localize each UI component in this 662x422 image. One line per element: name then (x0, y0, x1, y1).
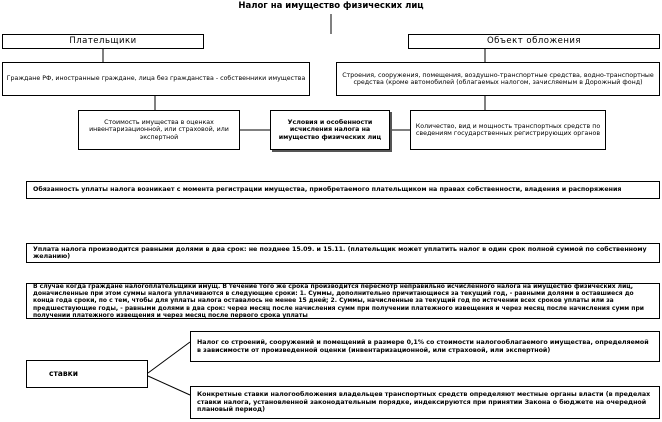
payment-box: Уплата налога производится равными долями в два срок: не позднее 15.09. и 15.11. (плательщик может уплатить налог в один срок полной суммой по собственному желанию) (26, 243, 660, 263)
payers-description: Граждане РФ, иностранные граждане, лица без гражданства - собственники имущества (2, 62, 310, 96)
assessment-box: Стоимость имущества в оценках инвентаризационной, или страховой, или экспертной (78, 110, 240, 150)
quantity-box: Количество, вид и мощность транспортных средств по сведениям государственных регистрирующих органов (410, 110, 606, 150)
obligation-box: Обязанность уплаты налога возникает с момента регистрации имущества, приобретаемого плательщиком на правах собственности, владения и распоряжения (26, 181, 660, 199)
rate-property-box: Налог со строений, сооружений и помещений в размере 0,1% со стоимости налогооблагаемого имущества, определяемой в зависимости от произведенной оценки (инвентаризационной, или страховой, или экспертной) (190, 331, 660, 362)
page-title: Налог на имущество физических лиц (238, 1, 424, 11)
object-header: Объект обложения (408, 34, 660, 49)
payers-header: Плательщики (2, 34, 204, 49)
rate-transport-box: Конкретные ставки налогообложения владельцев транспортных средств определяют местные органы власти (в пределах ставки налога, установленной законодательным порядке, индексируются при принятии Закона о бюджете на очередной плановый период) (190, 386, 660, 419)
recalc-box: В случае когда граждане налогоплательщики имущ. В течение того же срока производится пересмотр неправильно исчисленного налога на имущество физических лиц, доначисленные при этом суммы налога уплачиваются в следующие сроки: 1. Суммы, дополнительно причитающиеся за текущий год, - равными долями в оставшиеся до конца года сроки, по с тем, чтобы для уплаты налога оставалось не менее 15 дней; 2. Суммы, начисленные за текущий год по истечении всех сроков уплаты или за предшествующие годы, - равными долями в два срок: через месяц после начисления сумм при получении платежного извещения и через месяц после начисления сумм при получении платежного извещения и через месяц после первого срока уплаты (26, 283, 660, 319)
object-description: Строения, сооружения, помещения, воздушно-транспортные средства, водно-транспортные средства (кроме автомобилей (облагаемых налогом, зачисляемым в Дорожный фонд) (336, 62, 660, 96)
rates-label: ставки (26, 360, 148, 388)
features-box: Условия и особенности исчисления налога на имущество физических лиц (270, 110, 390, 150)
